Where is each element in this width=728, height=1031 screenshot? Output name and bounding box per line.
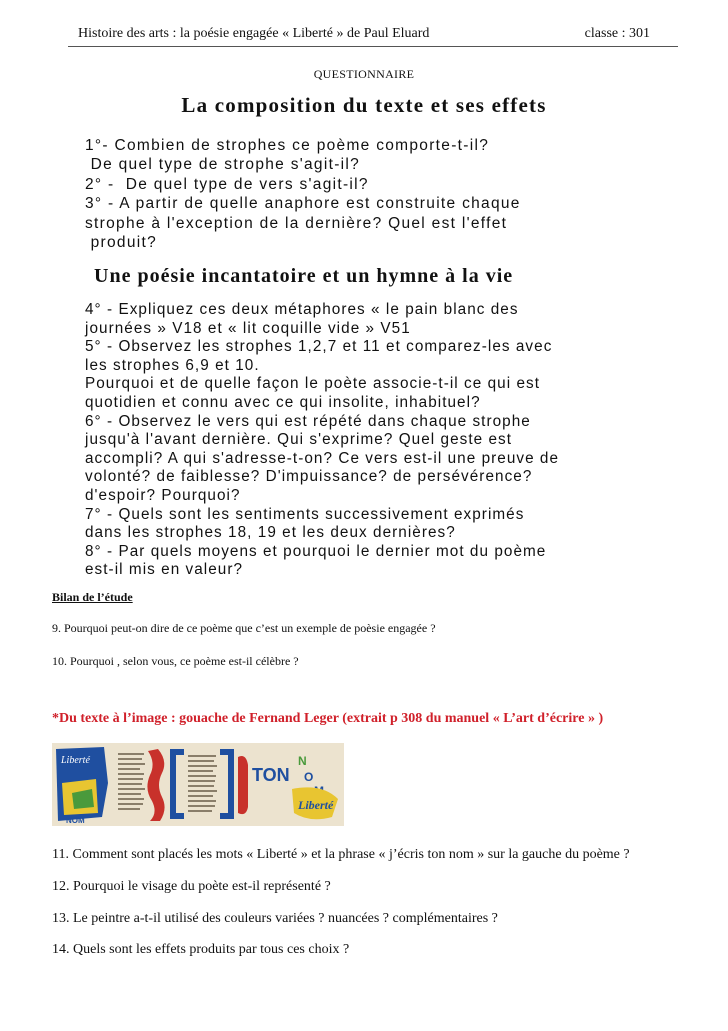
question-11: 11. Comment sont placés les mots « Liberté » et la phrase « j’écris ton nom » sur la gauche du poème ?: [52, 847, 630, 862]
question-13: 13. Le peintre a-t-il utilisé des couleurs variées ? nuancées ? complémentaires ?: [52, 911, 498, 926]
question-line: jusqu'à l'avant dernière. Qui s'exprime? Quel geste est: [85, 431, 513, 449]
image-section-title: *Du texte à l’image : gouache de Fernand Leger (extrait p 308 du manuel « L’art d’écrire » ): [52, 711, 604, 726]
question-line: produit?: [85, 234, 158, 252]
page-header: [78, 26, 656, 46]
question-line: Pourquoi et de quelle façon le poète associe-t-il ce qui est: [85, 375, 541, 393]
question-line: d'espoir? Pourquoi?: [85, 486, 241, 504]
question-line: volonté? de faiblesse? D'impuissance? de persévérence?: [85, 468, 533, 486]
question-line: 6° - Observez le vers qui est répété dans chaque strophe: [85, 412, 531, 430]
word-liberte-left: Liberté: [61, 755, 90, 766]
question-line: dans les strophes 18, 19 et les deux dernières?: [85, 524, 456, 542]
header-title: Histoire des arts : la poésie engagée « Liberté » de Paul Eluard: [78, 26, 430, 41]
leger-gouache-image: [52, 743, 344, 826]
question-9: 9. Pourquoi peut-on dire de ce poème que c’est un exemple de poèsie engagée ?: [52, 621, 436, 635]
question-12: 12. Pourquoi le visage du poète est-il représenté ?: [52, 879, 331, 894]
question-line: 2° - De quel type de vers s'agit-il?: [85, 175, 369, 193]
question-line: 1°- Combien de strophes ce poème comporte-t-il?: [85, 137, 490, 154]
question-line: journées » V18 et « lit coquille vide » V51: [85, 319, 411, 337]
question-line: 7° - Quels sont les sentiments successivement exprimés: [85, 505, 525, 523]
word-n: N: [298, 754, 307, 768]
question-line: est-il mis en valeur?: [85, 561, 244, 579]
word-liberte-right: Liberté: [298, 798, 334, 812]
question-line: strophe à l'exception de la dernière? Quel est l'effet: [85, 214, 508, 232]
question-line: 3° - A partir de quelle anaphore est construite chaque: [85, 195, 521, 213]
question-line: 5° - Observez les strophes 1,2,7 et 11 et comparez-les avec: [85, 338, 553, 356]
section1-title: La composition du texte et ses effets: [181, 93, 547, 117]
question-14: 14. Quels sont les effets produits par tous ces choix ?: [52, 942, 350, 957]
word-ton: TON: [252, 765, 290, 785]
red-brace: [238, 756, 248, 814]
header-class: classe : 301: [584, 26, 650, 41]
word-o: O: [304, 770, 314, 784]
bilan-title: Bilan de l’étude: [52, 590, 133, 604]
section2-title: Une poésie incantatoire et un hymne à la vie: [94, 265, 514, 287]
section2-questions: [85, 301, 559, 580]
question-line: De quel type de strophe s'agit-il?: [85, 156, 361, 174]
question-line: 8° - Par quels moyens et pourquoi le dernier mot du poème: [85, 542, 547, 560]
word-nom: NOM: [66, 816, 85, 825]
question-10: 10. Pourquoi , selon vous, ce poème est-il célèbre ?: [52, 654, 299, 668]
question-line: 4° - Expliquez ces deux métaphores « le pain blanc des: [85, 301, 519, 318]
section1-questions: [85, 136, 521, 252]
header-rule: [68, 46, 678, 47]
question-line: les strophes 6,9 et 10.: [85, 356, 260, 374]
question-line: quotidien et connu avec ce qui insolite, inhabituel?: [85, 393, 481, 411]
questionnaire-title: QUESTIONNAIRE: [313, 67, 415, 81]
question-line: accompli? A qui s'adresse-t-on? Ce vers est-il une preuve de: [85, 449, 560, 467]
